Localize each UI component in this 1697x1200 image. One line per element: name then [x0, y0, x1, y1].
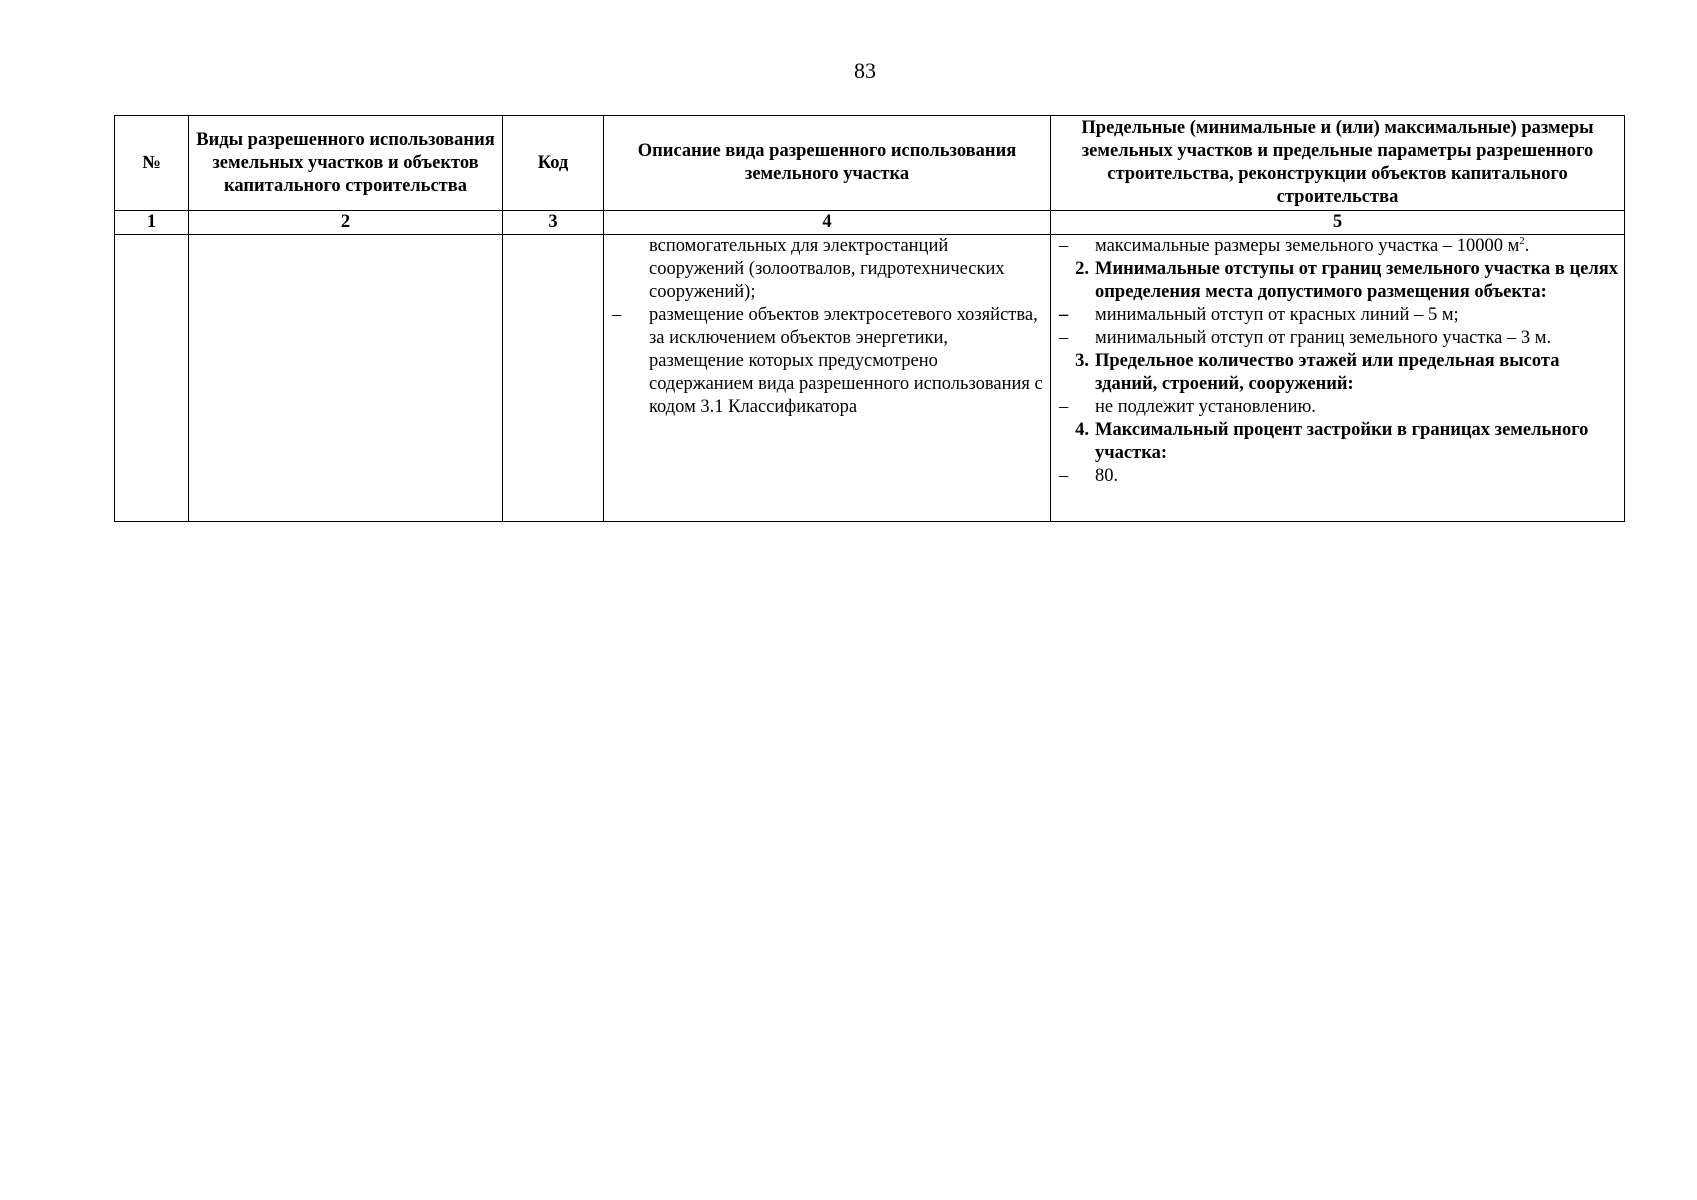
regulations-table: [114, 115, 1625, 522]
table-row: [115, 235, 1625, 522]
column-numbers-row: [115, 211, 1625, 235]
header-code: Код: [503, 116, 604, 211]
cell-code: [503, 235, 604, 522]
header-use-types: Виды разрешенного использования земельных участков и объектов капитального строительства: [189, 116, 503, 211]
cell-parameters: [1051, 235, 1625, 522]
param-section-4-title: 4. Максимальный процент застройки в границах земельного участка:: [1075, 420, 1589, 463]
column-number-2: 2: [189, 211, 503, 235]
column-number-5: 5: [1051, 211, 1625, 235]
param-section-2-title: 2. Минимальные отступы от границ земельного участка в целях определения места допустимого размещения объекта:: [1075, 259, 1618, 302]
cell-number: [115, 235, 189, 522]
param-section-2-item-2: – минимальный отступ от границ земельного участка – 3 м.: [1059, 328, 1552, 348]
header-description: Описание вида разрешенного использования земельного участка: [604, 116, 1051, 211]
param-section-4-item-1: – 80.: [1059, 466, 1119, 486]
description-continuation: вспомогательных для электростанций сооружений (золоотвалов, гидротехнических сооружений);: [649, 236, 1005, 302]
header-parameters: Предельные (минимальные и (или) максимальные) размеры земельных участков и предельные параметры разрешенного строительства, реконструкции объектов капитального строительства: [1051, 116, 1625, 211]
cell-use-type: [189, 235, 503, 522]
description-list-item: – размещение объектов электросетевого хозяйства, за исключением объектов энергетики, размещение которых предусмотрено содержанием вида разрешенного использования с кодом 3.1 Классификатора: [604, 304, 1044, 419]
param-section-3-item-1: – не подлежит установлению.: [1059, 397, 1316, 417]
param-max-size: – максимальные размеры земельного участка – 10000 $м^2$.: [1059, 234, 1530, 256]
dash-marker: –: [612, 305, 622, 325]
cell-description: [604, 235, 1051, 522]
param-section-2-item-1: – минимальный отступ от красных линий – 5 м;: [1059, 305, 1459, 325]
column-number-3: 3: [503, 211, 604, 235]
column-number-1: 1: [115, 211, 189, 235]
column-number-4: 4: [604, 211, 1051, 235]
param-section-3-title: 3. Предельное количество этажей или предельная высота зданий, строений, сооружений:: [1075, 351, 1560, 394]
page-number: 83: [854, 58, 876, 83]
header-row: [115, 116, 1625, 211]
header-number: №: [115, 116, 189, 211]
